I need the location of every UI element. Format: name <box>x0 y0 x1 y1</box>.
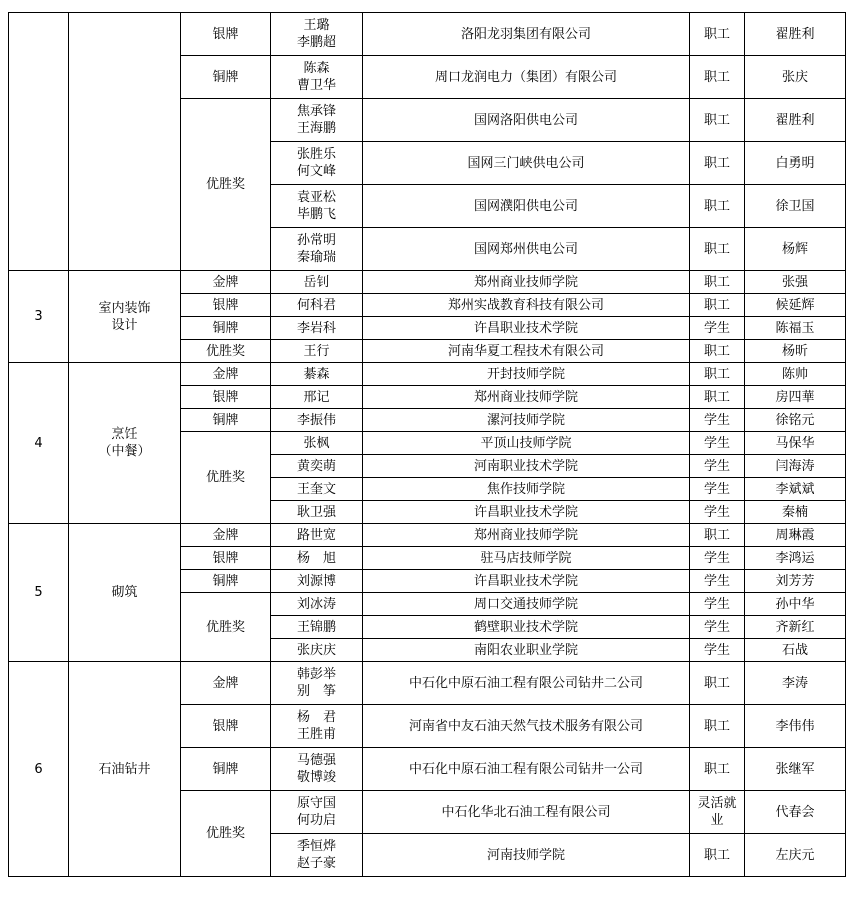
participant-type-cell <box>690 547 745 570</box>
winner-names-cell-line: 刘冰涛 <box>296 596 336 612</box>
winner-names-cell-line: 马德强 <box>296 753 336 768</box>
winner-names-cell-line: 何科君 <box>296 297 336 313</box>
winner-names-cell <box>271 616 363 639</box>
participant-type-cell <box>690 501 745 524</box>
coach-cell: 李涛 <box>745 662 846 705</box>
award-cell: 金牌 <box>181 271 271 294</box>
award-cell: 金牌 <box>181 363 271 386</box>
winner-names-cell-line: 韩彭举 <box>296 667 336 682</box>
award-cell: 银牌 <box>181 294 271 317</box>
participant-type-cell-line: 学生 <box>703 435 730 451</box>
organization-cell: 郑州商业技师学院 <box>363 524 690 547</box>
participant-type-cell-line: 业 <box>710 813 724 828</box>
award-cell: 金牌 <box>181 662 271 705</box>
winner-names-cell-line: 张庆庆 <box>296 642 336 658</box>
coach-cell: 马保华 <box>745 432 846 455</box>
participant-type-cell-line: 职工 <box>703 198 730 214</box>
winner-names-cell-line: 刘源博 <box>296 573 336 589</box>
award-cell: 优胜奖 <box>181 432 271 524</box>
coach-cell: 左庆元 <box>745 834 846 877</box>
participant-type-cell-line: 职工 <box>703 297 730 313</box>
participant-type-cell-line: 学生 <box>703 619 730 635</box>
participant-type-cell-line: 学生 <box>703 481 730 497</box>
organization-cell: 国网三门峡供电公司 <box>363 142 690 185</box>
organization-cell: 河南技师学院 <box>363 834 690 877</box>
coach-cell: 房四華 <box>745 386 846 409</box>
participant-type-cell-line: 学生 <box>703 550 730 566</box>
winner-names-cell-line: 王璐 <box>303 18 330 33</box>
winner-names-cell-line: 赵子豪 <box>296 856 336 871</box>
winner-names-cell <box>271 363 363 386</box>
organization-cell: 周口交通技师学院 <box>363 593 690 616</box>
participant-type-cell-line: 职工 <box>703 675 730 691</box>
winner-names-cell-line: 陈森 <box>303 61 330 76</box>
coach-cell: 候延辉 <box>745 294 846 317</box>
winner-names-cell-line: 曹卫华 <box>296 78 336 93</box>
winner-names-cell-line: 何功启 <box>296 813 336 828</box>
participant-type-cell-line: 学生 <box>703 458 730 474</box>
organization-cell: 河南华夏工程技术有限公司 <box>363 340 690 363</box>
organization-cell: 周口龙润电力（集团）有限公司 <box>363 56 690 99</box>
event-name-cell-line: 设计 <box>111 317 138 333</box>
participant-type-cell <box>690 386 745 409</box>
award-cell: 银牌 <box>181 547 271 570</box>
winner-names-cell-line: 王海鹏 <box>296 121 336 136</box>
organization-cell: 许昌职业技术学院 <box>363 317 690 340</box>
winner-names-cell <box>271 228 363 271</box>
organization-cell: 郑州商业技师学院 <box>363 271 690 294</box>
event-name-cell <box>69 13 181 271</box>
participant-type-cell-line: 职工 <box>703 761 730 777</box>
winner-names-cell <box>271 294 363 317</box>
winner-names-cell-line: 邢记 <box>303 389 330 405</box>
winner-names-cell <box>271 593 363 616</box>
participant-type-cell-line: 职工 <box>703 241 730 257</box>
participant-type-cell <box>690 791 745 834</box>
winner-names-cell <box>271 386 363 409</box>
coach-cell: 陈福玉 <box>745 317 846 340</box>
participant-type-cell <box>690 228 745 271</box>
coach-cell: 齐新红 <box>745 616 846 639</box>
coach-cell: 杨辉 <box>745 228 846 271</box>
winner-names-cell <box>271 56 363 99</box>
award-cell: 银牌 <box>181 386 271 409</box>
participant-type-cell-line: 职工 <box>703 155 730 171</box>
winner-names-cell <box>271 748 363 791</box>
organization-cell: 郑州商业技师学院 <box>363 386 690 409</box>
event-name-cell-line: 烹饪 <box>111 427 138 442</box>
participant-type-cell-line: 职工 <box>703 718 730 734</box>
item-number-cell: 6 <box>9 662 69 877</box>
participant-type-cell <box>690 455 745 478</box>
event-name-cell <box>69 271 181 363</box>
participant-type-cell-line: 学生 <box>703 504 730 520</box>
organization-cell: 许昌职业技术学院 <box>363 501 690 524</box>
organization-cell: 国网濮阳供电公司 <box>363 185 690 228</box>
winner-names-cell-line: 路世宽 <box>296 527 336 543</box>
organization-cell: 驻马店技师学院 <box>363 547 690 570</box>
winner-names-cell-line: 季恒烨 <box>296 839 336 854</box>
coach-cell: 孙中华 <box>745 593 846 616</box>
event-name-cell-line: 室内装饰 <box>98 300 151 316</box>
participant-type-cell <box>690 593 745 616</box>
winner-names-cell <box>271 409 363 432</box>
winner-names-cell <box>271 99 363 142</box>
participant-type-cell <box>690 524 745 547</box>
participant-type-cell <box>690 639 745 662</box>
event-name-cell-line: 石油钻井 <box>98 761 151 777</box>
coach-cell: 陈帅 <box>745 363 846 386</box>
coach-cell: 李伟伟 <box>745 705 846 748</box>
winner-names-cell-line: 王行 <box>303 343 330 359</box>
participant-type-cell <box>690 56 745 99</box>
organization-cell: 开封技师学院 <box>363 363 690 386</box>
winner-names-cell <box>271 547 363 570</box>
participant-type-cell-line: 学生 <box>703 642 730 658</box>
winner-names-cell-line: 李鹏超 <box>296 35 336 50</box>
organization-cell: 漯河技师学院 <box>363 409 690 432</box>
award-cell: 铜牌 <box>181 748 271 791</box>
winner-names-cell <box>271 524 363 547</box>
event-name-cell-line: 砌筑 <box>111 585 138 600</box>
participant-type-cell <box>690 748 745 791</box>
participant-type-cell <box>690 294 745 317</box>
coach-cell: 徐卫国 <box>745 185 846 228</box>
coach-cell: 张庆 <box>745 56 846 99</box>
item-number-cell: 5 <box>9 524 69 662</box>
participant-type-cell-line: 职工 <box>703 366 730 382</box>
winner-names-cell <box>271 478 363 501</box>
winner-names-cell <box>271 501 363 524</box>
winner-names-cell-line: 耿卫强 <box>296 504 336 520</box>
participant-type-cell <box>690 363 745 386</box>
organization-cell: 国网郑州供电公司 <box>363 228 690 271</box>
participant-type-cell <box>690 271 745 294</box>
participant-type-cell-line: 学生 <box>703 573 730 589</box>
participant-type-cell-line: 职工 <box>703 26 730 42</box>
organization-cell: 洛阳龙羽集团有限公司 <box>363 13 690 56</box>
participant-type-cell <box>690 616 745 639</box>
award-cell: 金牌 <box>181 524 271 547</box>
winner-names-cell <box>271 791 363 834</box>
award-cell: 优胜奖 <box>181 340 271 363</box>
winner-names-cell <box>271 705 363 748</box>
coach-cell: 张继军 <box>745 748 846 791</box>
participant-type-cell <box>690 834 745 877</box>
participant-type-cell <box>690 317 745 340</box>
winner-names-cell-line: 杨 旭 <box>296 550 336 566</box>
organization-cell: 中石化中原石油工程有限公司钻井二公司 <box>363 662 690 705</box>
winner-names-cell-line: 张胜乐 <box>296 147 336 162</box>
winner-names-cell <box>271 271 363 294</box>
participant-type-cell <box>690 705 745 748</box>
coach-cell: 白勇明 <box>745 142 846 185</box>
participant-type-cell-line: 职工 <box>703 274 730 290</box>
item-number-cell: 3 <box>9 271 69 363</box>
coach-cell: 周琳霞 <box>745 524 846 547</box>
participant-type-cell <box>690 432 745 455</box>
event-name-cell <box>69 363 181 524</box>
coach-cell: 石战 <box>745 639 846 662</box>
winner-names-cell-line: 王奎文 <box>296 481 336 497</box>
winner-names-cell-line: 王锦鹏 <box>296 619 336 635</box>
coach-cell: 杨昕 <box>745 340 846 363</box>
award-winners-table <box>8 12 846 877</box>
winner-names-cell-line: 毕鹏飞 <box>296 207 336 222</box>
table-row <box>9 662 846 705</box>
award-cell: 银牌 <box>181 13 271 56</box>
event-name-cell <box>69 662 181 877</box>
winner-names-cell <box>271 317 363 340</box>
winner-names-cell-line: 原守国 <box>296 796 336 811</box>
participant-type-cell-line: 职工 <box>703 343 730 359</box>
organization-cell: 许昌职业技术学院 <box>363 570 690 593</box>
organization-cell: 中石化华北石油工程有限公司 <box>363 791 690 834</box>
participant-type-cell <box>690 13 745 56</box>
participant-type-cell <box>690 99 745 142</box>
participant-type-cell <box>690 185 745 228</box>
participant-type-cell <box>690 570 745 593</box>
participant-type-cell <box>690 142 745 185</box>
participant-type-cell <box>690 409 745 432</box>
organization-cell: 河南职业技术学院 <box>363 455 690 478</box>
participant-type-cell <box>690 662 745 705</box>
winner-names-cell-line: 李岩科 <box>296 320 336 336</box>
winner-names-cell <box>271 834 363 877</box>
award-cell: 铜牌 <box>181 570 271 593</box>
participant-type-cell-line: 职工 <box>703 69 730 85</box>
winner-names-cell-line: 岳钊 <box>303 274 330 290</box>
winner-names-cell <box>271 185 363 228</box>
award-cell: 铜牌 <box>181 409 271 432</box>
table-row <box>9 363 846 386</box>
organization-cell: 郑州实战教育科技有限公司 <box>363 294 690 317</box>
winner-names-cell-line: 孙常明 <box>296 233 336 248</box>
coach-cell: 李鸿运 <box>745 547 846 570</box>
participant-type-cell-line: 职工 <box>703 112 730 128</box>
winner-names-cell <box>271 455 363 478</box>
award-cell: 优胜奖 <box>181 791 271 877</box>
winner-names-cell <box>271 340 363 363</box>
organization-cell: 河南省中友石油天然气技术服务有限公司 <box>363 705 690 748</box>
organization-cell: 中石化中原石油工程有限公司钻井一公司 <box>363 748 690 791</box>
organization-cell: 鹤壁职业技术学院 <box>363 616 690 639</box>
winner-names-cell-line: 黄奕萌 <box>296 458 336 474</box>
table-row <box>9 524 846 547</box>
participant-type-cell-line: 职工 <box>703 527 730 543</box>
winner-names-cell-line: 别 筝 <box>296 684 336 699</box>
coach-cell: 张强 <box>745 271 846 294</box>
award-cell: 优胜奖 <box>181 99 271 271</box>
winner-names-cell-line: 张枫 <box>303 435 330 451</box>
award-cell: 银牌 <box>181 705 271 748</box>
participant-type-cell <box>690 478 745 501</box>
organization-cell: 平顶山技师学院 <box>363 432 690 455</box>
winner-names-cell-line: 王胜甫 <box>296 727 336 742</box>
winner-names-cell <box>271 639 363 662</box>
participant-type-cell-line: 学生 <box>703 320 730 336</box>
award-cell: 优胜奖 <box>181 593 271 662</box>
participant-type-cell-line: 学生 <box>703 596 730 612</box>
winner-names-cell <box>271 142 363 185</box>
winner-names-cell-line: 杨 君 <box>296 710 336 725</box>
participant-type-cell-line: 职工 <box>703 389 730 405</box>
participant-type-cell-line: 灵活就 <box>697 796 737 811</box>
winner-names-cell <box>271 662 363 705</box>
winner-names-cell-line: 秦瑜瑞 <box>296 250 336 265</box>
table-body <box>9 13 846 877</box>
winner-names-cell-line: 敬博竣 <box>296 770 336 785</box>
coach-cell: 翟胜利 <box>745 13 846 56</box>
event-name-cell <box>69 524 181 662</box>
participant-type-cell-line: 职工 <box>703 847 730 863</box>
coach-cell: 翟胜利 <box>745 99 846 142</box>
coach-cell: 李斌斌 <box>745 478 846 501</box>
coach-cell: 秦楠 <box>745 501 846 524</box>
table-row <box>9 271 846 294</box>
winner-names-cell-line: 李振伟 <box>296 412 336 428</box>
item-number-cell <box>9 13 69 271</box>
winner-names-cell <box>271 13 363 56</box>
organization-cell: 南阳农业职业学院 <box>363 639 690 662</box>
organization-cell: 国网洛阳供电公司 <box>363 99 690 142</box>
winner-names-cell-line: 綦森 <box>303 366 330 382</box>
organization-cell: 焦作技师学院 <box>363 478 690 501</box>
participant-type-cell-line: 学生 <box>703 412 730 428</box>
winner-names-cell <box>271 432 363 455</box>
coach-cell: 闫海涛 <box>745 455 846 478</box>
award-cell: 铜牌 <box>181 317 271 340</box>
award-cell: 铜牌 <box>181 56 271 99</box>
table-row <box>9 13 846 56</box>
winner-names-cell-line: 袁亚松 <box>296 190 336 205</box>
event-name-cell-line: （中餐） <box>98 444 151 459</box>
coach-cell: 刘芳芳 <box>745 570 846 593</box>
item-number-cell: 4 <box>9 363 69 524</box>
winner-names-cell-line: 焦承锋 <box>296 104 336 119</box>
coach-cell: 代春会 <box>745 791 846 834</box>
coach-cell: 徐铭元 <box>745 409 846 432</box>
winner-names-cell-line: 何文峰 <box>296 164 336 179</box>
winner-names-cell <box>271 570 363 593</box>
participant-type-cell <box>690 340 745 363</box>
